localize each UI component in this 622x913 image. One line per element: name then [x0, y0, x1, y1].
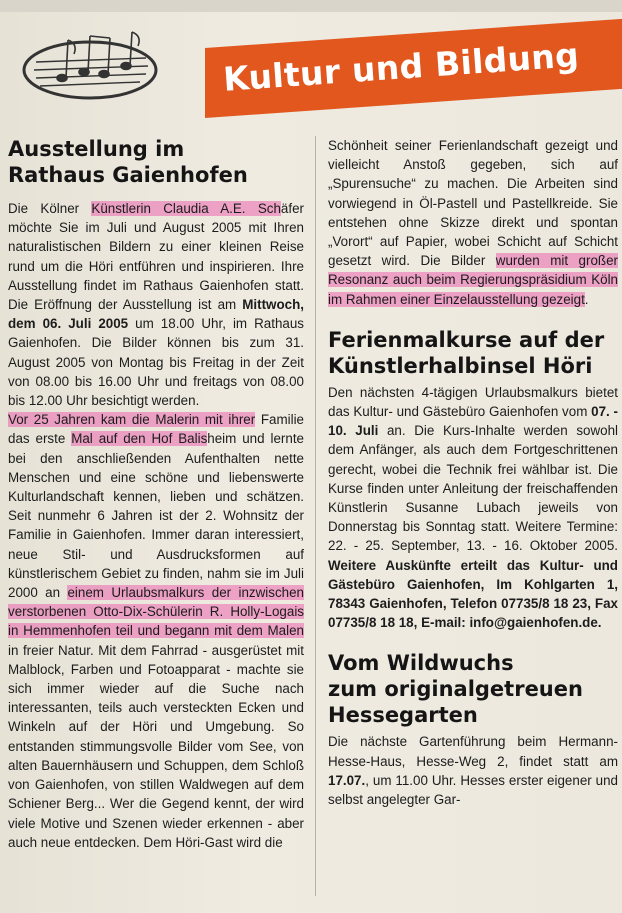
right-column	[328, 136, 618, 809]
article3-headline-line1: Vom Wildwuchs	[328, 651, 514, 676]
highlighted-text: wurden mit großer Resonanz auch beim Regierungspräsidium Köln im Rahmen einer Einzelausstellung gezeigt	[328, 253, 618, 307]
top-strip	[0, 0, 622, 12]
article3-paragraph	[328, 732, 618, 809]
text: an. Die Kurs-Inhalte werden sowohl dem Anfänger, als auch dem Fortgeschrittenen gerecht, wobei die Technik frei wählbar ist. Die Kurse finden unter Anleitung der freischaffenden Künstlerin Susanne Lubach jeweils von Donnerstag bis Sonntag statt. Weitere Termine: 22. - 25. September, 13. - 16. Oktober 2005.	[328, 423, 619, 554]
article1-paragraph1	[8, 199, 304, 410]
article2-headline-line2: Künstlerhalbinsel Höri	[328, 353, 593, 378]
music-notes-logo	[18, 18, 168, 108]
text: äfer möchte Sie im Juli und August 2005 mit Ihren naturalistischen Bildern zu einer kleinen Reise rund um die Höri entführen und inspirieren. Ihre Ausstellung findet im Rathaus Gaienhofen statt. Die Eröffnung der Ausstellung ist am	[8, 201, 304, 313]
article1-paragraph2	[8, 410, 304, 852]
text: heim und lernte bei den anschließenden Aufenthalten nette Menschen und eine schöne und liebenswerte Kulturlandschaft kennen, lieben und schätzen. Seit nunmehr 6 Jahren ist der 2. Wohnsitz der Familie in Gaienhofen. Immer daran interessiert, neue Stil- und Ausdrucksformen auf künstlerischem Gebiet zu finden, nahm sie im Juli 2000 an	[8, 431, 304, 601]
column-divider	[315, 136, 316, 896]
article1-headline-line1: Ausstellung im	[8, 137, 185, 161]
article3-headline	[328, 650, 618, 728]
text: Schönheit seiner Ferienlandschaft gezeigt und vielleicht Anstoß gegeben, sich auf „Spurensuche“ zu machen. Die Arbeiten sind vorwiegend in Öl-Pastell und Pastellkreide. Sie entstehen ohne Skizze direkt und spontan „Vorort“ auf Papier, wobei Schicht auf Schicht gesetzt wird. Die Bilder	[328, 138, 618, 269]
article1-headline-line2: Rathaus Gaienhofen	[8, 163, 248, 187]
article3-headline-line3: Hessegarten	[328, 703, 478, 728]
highlighted-text: einem Urlaubsmalkurs der inzwischen verstorbenen Otto-Dix-Schülerin R. Holly-Logais in Hemmenhofen teil und begann mit dem Malen	[8, 585, 305, 639]
text: , um 11.00 Uhr. Hesses erster eigener und selbst angelegter Gar-	[328, 772, 618, 808]
article2-headline	[328, 327, 618, 379]
text: um 18.00 Uhr, im Rathaus Gaienhofen. Die Bilder können bis zum 31. August 2005 von Montag bis Freitag in der Zeit von 08.00 bis 16.00 Uhr und freitags von 08.00 bis 12.00 Uhr besichtigt werden.	[8, 316, 304, 409]
highlighted-text: Mal auf den Hof Balis	[71, 431, 208, 447]
article1-headline	[8, 136, 304, 188]
bold-date: Mittwoch, dem 06. Juli 2005	[8, 297, 304, 332]
article2-headline-line1: Ferienmalkurse auf der	[328, 327, 605, 352]
text: Die nächste Gartenführung beim Hermann-Hesse-Haus, Hesse-Weg 2, findet statt am	[328, 734, 618, 769]
highlighted-text: Vor 25 Jahren kam die Malerin mit ihrer	[8, 412, 256, 428]
article2-paragraph	[328, 383, 618, 633]
bold-date: 17.07.	[328, 772, 366, 788]
text: Familie das erste	[8, 412, 304, 447]
article3-headline-line2: zum originalgetreuen	[328, 677, 583, 702]
text: in freier Natur. Mit dem Fahrrad - ausgerüstet mit Malblock, Farben und Fotoapparat - machte sie sich immer wieder auf die Suche nach interessanten, teils auch versteckten Ecken und Winkeln auf der Höri und Umgebung. So entstanden stimmungsvolle Bilder vom See, von alten Bauernhäusern und Schuppen, dem Schloß von Gaienhofen, von stillen Waldwegen auf dem Schiener Berg... Wer die Gegend kennt, der wird viele Motive und Szenen wieder erkennen - aber auch neue entdecken. Dem Höri-Gast wird die	[8, 642, 304, 850]
bold-date: 07. - 10. Juli	[328, 404, 618, 439]
article1-paragraph3	[328, 136, 618, 309]
text: .	[584, 291, 589, 307]
text: Den nächsten 4-tägigen Urlaubsmalkurs bietet das Kultur- und Gästebüro Gaienhofen vom	[328, 384, 618, 420]
text: Die Kölner	[8, 201, 92, 216]
contact-info: Weitere Auskünfte erteilt das Kultur- und Gästebüro Gaienhofen, Im Kohlgarten 1, 78343 Gaienhofen, Telefon 07735/8 18 23, Fax 07735/8 18 18, E-mail: info@gaienhofen.de.	[328, 557, 618, 631]
left-column	[8, 136, 304, 852]
section-title: Kultur und Bildung	[222, 35, 581, 99]
highlighted-text: Künstlerin Claudia A.E. Sch	[91, 201, 281, 216]
